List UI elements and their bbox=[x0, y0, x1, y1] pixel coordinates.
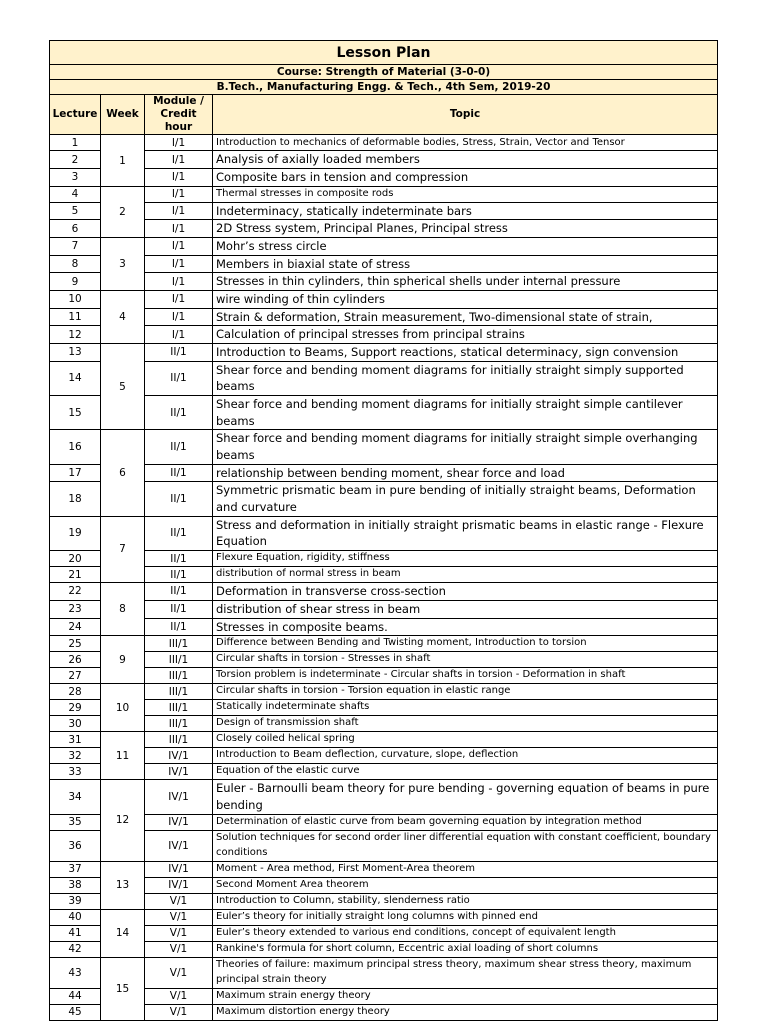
topic-text: Maximum strain energy theory bbox=[213, 988, 718, 1004]
table-row bbox=[50, 830, 718, 861]
topic-text: Introduction to Column, stability, slenderness ratio bbox=[213, 893, 718, 909]
table-row bbox=[50, 893, 718, 909]
module-credit: I/1 bbox=[145, 169, 213, 187]
module-credit: IV/1 bbox=[145, 748, 213, 764]
lecture-number: 22 bbox=[50, 583, 101, 601]
header-row bbox=[50, 95, 718, 135]
topic-text: Symmetric prismatic beam in pure bending of initially straight beams, Deformation and curvature bbox=[213, 482, 718, 516]
table-row bbox=[50, 748, 718, 764]
week-number: 4 bbox=[101, 291, 145, 344]
header-module-line2: Credit hour bbox=[160, 108, 197, 134]
module-credit: IV/1 bbox=[145, 780, 213, 814]
table-row bbox=[50, 326, 718, 344]
topic-text: Mohr’s stress circle bbox=[213, 238, 718, 256]
header-topic: Topic bbox=[213, 95, 718, 135]
module-credit: I/1 bbox=[145, 151, 213, 169]
module-credit: II/1 bbox=[145, 361, 213, 395]
table-row bbox=[50, 652, 718, 668]
module-credit: I/1 bbox=[145, 220, 213, 238]
module-credit: I/1 bbox=[145, 308, 213, 326]
table-row bbox=[50, 238, 718, 256]
week-number: 10 bbox=[101, 684, 145, 732]
lecture-number: 20 bbox=[50, 551, 101, 567]
lecture-number: 10 bbox=[50, 291, 101, 309]
module-credit: II/1 bbox=[145, 396, 213, 430]
topic-text: Strain & deformation, Strain measurement, Two-dimensional state of strain, bbox=[213, 308, 718, 326]
lecture-number: 31 bbox=[50, 732, 101, 748]
module-credit: V/1 bbox=[145, 909, 213, 925]
table-row bbox=[50, 220, 718, 238]
lecture-number: 15 bbox=[50, 396, 101, 430]
lecture-number: 6 bbox=[50, 220, 101, 238]
topic-text: Design of transmission shaft bbox=[213, 716, 718, 732]
module-credit: II/1 bbox=[145, 618, 213, 636]
table-row bbox=[50, 273, 718, 291]
week-number: 15 bbox=[101, 957, 145, 1020]
table-row bbox=[50, 780, 718, 814]
module-credit: IV/1 bbox=[145, 814, 213, 830]
table-row bbox=[50, 361, 718, 395]
table-row bbox=[50, 308, 718, 326]
table-row bbox=[50, 877, 718, 893]
module-credit: II/1 bbox=[145, 482, 213, 516]
lecture-number: 38 bbox=[50, 877, 101, 893]
topic-text: Composite bars in tension and compression bbox=[213, 169, 718, 187]
page-title: Lesson Plan bbox=[50, 41, 718, 65]
table-row bbox=[50, 135, 718, 151]
table-row bbox=[50, 941, 718, 957]
lecture-number: 8 bbox=[50, 255, 101, 273]
topic-text: Shear force and bending moment diagrams for initially straight simply supported beams bbox=[213, 361, 718, 395]
topic-text: Solution techniques for second order liner differential equation with constant coefficient, boundary conditions bbox=[213, 830, 718, 861]
topic-text: Stresses in thin cylinders, thin spherical shells under internal pressure bbox=[213, 273, 718, 291]
topic-text: Analysis of axially loaded members bbox=[213, 151, 718, 169]
lecture-number: 40 bbox=[50, 909, 101, 925]
module-credit: I/1 bbox=[145, 326, 213, 344]
topic-text: Theories of failure: maximum principal stress theory, maximum shear stress theory, maximum principal strain theory bbox=[213, 957, 718, 988]
table-row bbox=[50, 430, 718, 464]
topic-text: Statically indeterminate shafts bbox=[213, 700, 718, 716]
table-row bbox=[50, 925, 718, 941]
course-title: Course: Strength of Material (3-0-0) bbox=[50, 65, 718, 80]
module-credit: I/1 bbox=[145, 273, 213, 291]
topic-text: Introduction to mechanics of deformable bodies, Stress, Strain, Vector and Tensor bbox=[213, 135, 718, 151]
header-lecture: Lecture bbox=[50, 95, 101, 135]
module-credit: II/1 bbox=[145, 567, 213, 583]
lecture-number: 5 bbox=[50, 202, 101, 220]
week-number: 8 bbox=[101, 583, 145, 636]
module-credit: V/1 bbox=[145, 957, 213, 988]
table-row bbox=[50, 988, 718, 1004]
week-number: 11 bbox=[101, 732, 145, 780]
topic-text: wire winding of thin cylinders bbox=[213, 291, 718, 309]
week-number: 9 bbox=[101, 636, 145, 684]
table-row bbox=[50, 618, 718, 636]
lecture-number: 36 bbox=[50, 830, 101, 861]
lecture-number: 17 bbox=[50, 464, 101, 482]
topic-text: Circular shafts in torsion - Torsion equation in elastic range bbox=[213, 684, 718, 700]
table-row bbox=[50, 202, 718, 220]
week-number: 6 bbox=[101, 430, 145, 516]
topic-text: Moment - Area method, First Moment-Area theorem bbox=[213, 861, 718, 877]
lecture-number: 27 bbox=[50, 668, 101, 684]
lecture-number: 1 bbox=[50, 135, 101, 151]
topic-text: relationship between bending moment, shear force and load bbox=[213, 464, 718, 482]
lecture-number: 30 bbox=[50, 716, 101, 732]
topic-text: Second Moment Area theorem bbox=[213, 877, 718, 893]
table-row bbox=[50, 814, 718, 830]
topic-text: Circular shafts in torsion - Stresses in shaft bbox=[213, 652, 718, 668]
table-row bbox=[50, 636, 718, 652]
module-credit: III/1 bbox=[145, 732, 213, 748]
topic-text: Deformation in transverse cross-section bbox=[213, 583, 718, 601]
lecture-number: 9 bbox=[50, 273, 101, 291]
module-credit: I/1 bbox=[145, 291, 213, 309]
module-credit: V/1 bbox=[145, 988, 213, 1004]
topic-text: Shear force and bending moment diagrams for initially straight simple overhanging beams bbox=[213, 430, 718, 464]
topic-text: Euler’s theory for initially straight long columns with pinned end bbox=[213, 909, 718, 925]
lecture-number: 45 bbox=[50, 1004, 101, 1020]
table-row bbox=[50, 344, 718, 362]
table-row bbox=[50, 732, 718, 748]
module-credit: II/1 bbox=[145, 464, 213, 482]
topic-text: Calculation of principal stresses from principal strains bbox=[213, 326, 718, 344]
lecture-number: 4 bbox=[50, 186, 101, 202]
table-row bbox=[50, 909, 718, 925]
lesson-plan-table bbox=[49, 40, 718, 1021]
table-row bbox=[50, 700, 718, 716]
module-credit: IV/1 bbox=[145, 877, 213, 893]
topic-text: distribution of shear stress in beam bbox=[213, 600, 718, 618]
lecture-number: 43 bbox=[50, 957, 101, 988]
table-row bbox=[50, 255, 718, 273]
lecture-number: 33 bbox=[50, 764, 101, 780]
week-number: 7 bbox=[101, 516, 145, 582]
module-credit: V/1 bbox=[145, 941, 213, 957]
module-credit: IV/1 bbox=[145, 861, 213, 877]
topic-text: Maximum distortion energy theory bbox=[213, 1004, 718, 1020]
topic-text: 2D Stress system, Principal Planes, Principal stress bbox=[213, 220, 718, 238]
table-row bbox=[50, 583, 718, 601]
table-row bbox=[50, 567, 718, 583]
module-credit: III/1 bbox=[145, 668, 213, 684]
module-credit: V/1 bbox=[145, 1004, 213, 1020]
module-credit: II/1 bbox=[145, 516, 213, 550]
module-credit: IV/1 bbox=[145, 830, 213, 861]
module-credit: III/1 bbox=[145, 684, 213, 700]
lecture-number: 41 bbox=[50, 925, 101, 941]
lecture-number: 14 bbox=[50, 361, 101, 395]
module-credit: V/1 bbox=[145, 925, 213, 941]
topic-text: Determination of elastic curve from beam governing equation by integration method bbox=[213, 814, 718, 830]
week-number: 13 bbox=[101, 861, 145, 909]
module-credit: III/1 bbox=[145, 636, 213, 652]
topic-text: Members in biaxial state of stress bbox=[213, 255, 718, 273]
lecture-number: 19 bbox=[50, 516, 101, 550]
table-row bbox=[50, 516, 718, 550]
lecture-number: 13 bbox=[50, 344, 101, 362]
module-credit: III/1 bbox=[145, 700, 213, 716]
table-row bbox=[50, 396, 718, 430]
module-credit: III/1 bbox=[145, 652, 213, 668]
header-module bbox=[145, 95, 213, 135]
module-credit: V/1 bbox=[145, 893, 213, 909]
module-credit: I/1 bbox=[145, 135, 213, 151]
program-info: B.Tech., Manufacturing Engg. & Tech., 4th Sem, 2019-20 bbox=[50, 80, 718, 95]
table-row bbox=[50, 169, 718, 187]
table-row bbox=[50, 684, 718, 700]
table-row bbox=[50, 957, 718, 988]
module-credit: II/1 bbox=[145, 430, 213, 464]
header-module-line1: Module / bbox=[153, 95, 204, 107]
topic-text: Thermal stresses in composite rods bbox=[213, 186, 718, 202]
topic-text: Euler’s theory extended to various end conditions, concept of equivalent length bbox=[213, 925, 718, 941]
lecture-number: 23 bbox=[50, 600, 101, 618]
lecture-number: 34 bbox=[50, 780, 101, 814]
week-number: 3 bbox=[101, 238, 145, 291]
module-credit: IV/1 bbox=[145, 764, 213, 780]
lecture-number: 24 bbox=[50, 618, 101, 636]
table-row bbox=[50, 668, 718, 684]
table-row bbox=[50, 291, 718, 309]
lecture-number: 44 bbox=[50, 988, 101, 1004]
module-credit: II/1 bbox=[145, 583, 213, 601]
lecture-number: 12 bbox=[50, 326, 101, 344]
topic-text: Stresses in composite beams. bbox=[213, 618, 718, 636]
topic-text: Difference between Bending and Twisting moment, Introduction to torsion bbox=[213, 636, 718, 652]
week-number: 2 bbox=[101, 186, 145, 237]
week-number: 14 bbox=[101, 909, 145, 957]
lecture-number: 11 bbox=[50, 308, 101, 326]
lecture-number: 21 bbox=[50, 567, 101, 583]
lecture-number: 29 bbox=[50, 700, 101, 716]
week-number: 12 bbox=[101, 780, 145, 861]
header-week: Week bbox=[101, 95, 145, 135]
module-credit: II/1 bbox=[145, 344, 213, 362]
topic-text: Indeterminacy, statically indeterminate bars bbox=[213, 202, 718, 220]
module-credit: II/1 bbox=[145, 600, 213, 618]
topic-text: Introduction to Beams, Support reactions, statical determinacy, sign convension bbox=[213, 344, 718, 362]
week-number: 5 bbox=[101, 344, 145, 430]
lecture-number: 28 bbox=[50, 684, 101, 700]
topic-text: Closely coiled helical spring bbox=[213, 732, 718, 748]
module-credit: I/1 bbox=[145, 255, 213, 273]
table-row bbox=[50, 482, 718, 516]
lecture-number: 18 bbox=[50, 482, 101, 516]
lecture-number: 37 bbox=[50, 861, 101, 877]
topic-text: distribution of normal stress in beam bbox=[213, 567, 718, 583]
module-credit: I/1 bbox=[145, 186, 213, 202]
module-credit: III/1 bbox=[145, 716, 213, 732]
topic-text: Rankine's formula for short column, Eccentric axial loading of short columns bbox=[213, 941, 718, 957]
table-row bbox=[50, 716, 718, 732]
lecture-number: 42 bbox=[50, 941, 101, 957]
lesson-rows bbox=[50, 135, 718, 1020]
lecture-number: 39 bbox=[50, 893, 101, 909]
table-row bbox=[50, 1004, 718, 1020]
table-row bbox=[50, 551, 718, 567]
topic-text: Torsion problem is indeterminate - Circular shafts in torsion - Deformation in shaft bbox=[213, 668, 718, 684]
table-row bbox=[50, 764, 718, 780]
week-number: 1 bbox=[101, 135, 145, 186]
topic-text: Euler - Barnoulli beam theory for pure bending - governing equation of beams in pure bending bbox=[213, 780, 718, 814]
topic-text: Flexure Equation, rigidity, stiffness bbox=[213, 551, 718, 567]
lecture-number: 25 bbox=[50, 636, 101, 652]
lecture-number: 26 bbox=[50, 652, 101, 668]
topic-text: Equation of the elastic curve bbox=[213, 764, 718, 780]
lecture-number: 7 bbox=[50, 238, 101, 256]
table-row bbox=[50, 186, 718, 202]
table-row bbox=[50, 464, 718, 482]
table-row bbox=[50, 861, 718, 877]
topic-text: Introduction to Beam deflection, curvature, slope, deflection bbox=[213, 748, 718, 764]
table-row bbox=[50, 600, 718, 618]
topic-text: Stress and deformation in initially straight prismatic beams in elastic range - Flexure Equation bbox=[213, 516, 718, 550]
module-credit: I/1 bbox=[145, 202, 213, 220]
lecture-number: 35 bbox=[50, 814, 101, 830]
lecture-number: 16 bbox=[50, 430, 101, 464]
module-credit: II/1 bbox=[145, 551, 213, 567]
topic-text: Shear force and bending moment diagrams for initially straight simple cantilever beams bbox=[213, 396, 718, 430]
lecture-number: 2 bbox=[50, 151, 101, 169]
table-row bbox=[50, 151, 718, 169]
lecture-number: 3 bbox=[50, 169, 101, 187]
module-credit: I/1 bbox=[145, 238, 213, 256]
lecture-number: 32 bbox=[50, 748, 101, 764]
